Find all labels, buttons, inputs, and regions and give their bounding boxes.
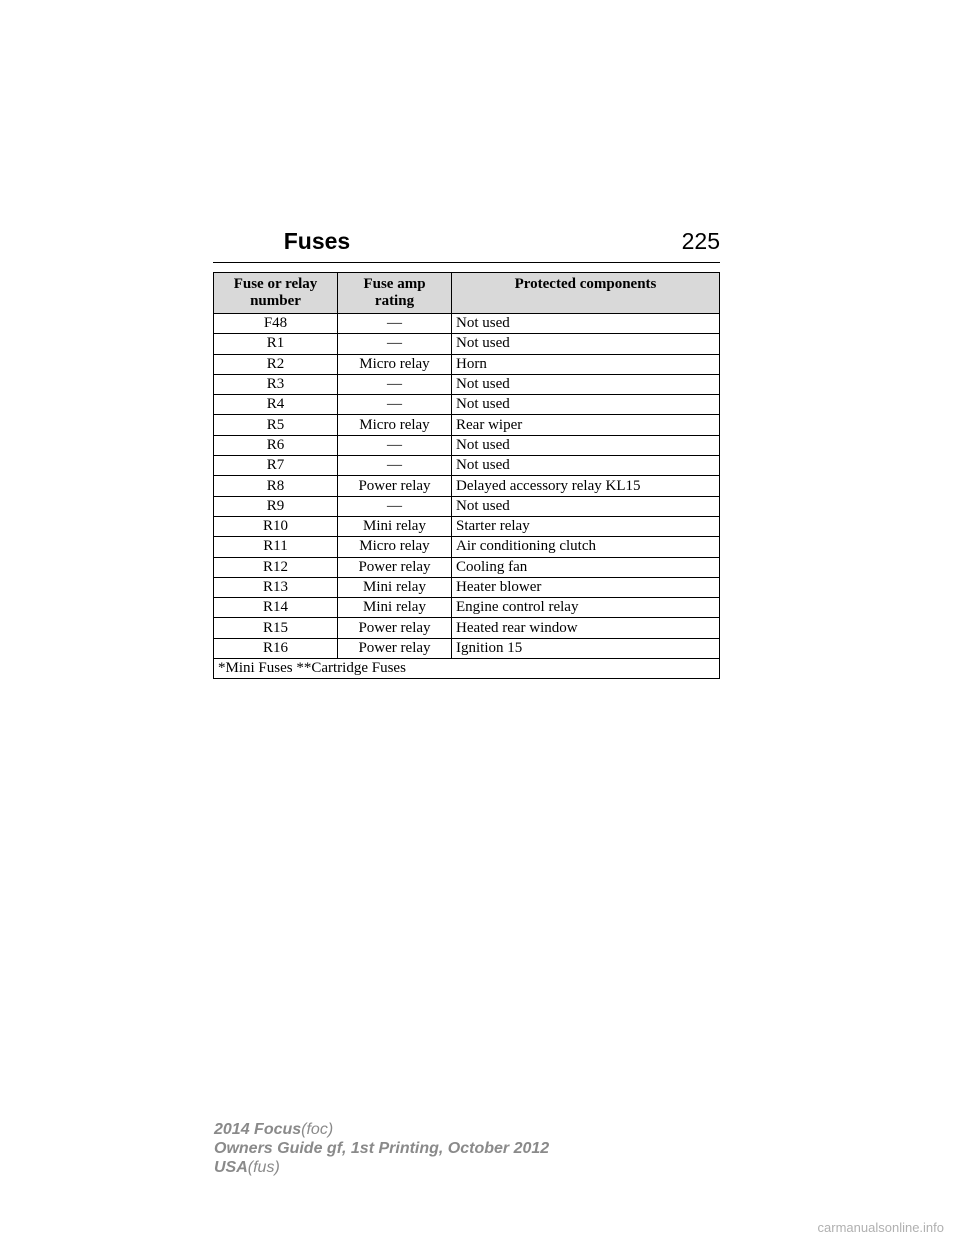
page-header xyxy=(213,228,720,263)
protected-component-cell: Not used xyxy=(452,496,720,516)
fuse-number-cell: F48 xyxy=(214,314,338,334)
table-row xyxy=(214,496,720,516)
table-row xyxy=(214,577,720,597)
amp-rating-cell: — xyxy=(338,496,452,516)
table-row xyxy=(214,415,720,435)
fuse-number-cell: R15 xyxy=(214,618,338,638)
table-row xyxy=(214,334,720,354)
fuse-number-cell: R12 xyxy=(214,557,338,577)
table-row xyxy=(214,374,720,394)
protected-component-cell: Air conditioning clutch xyxy=(452,537,720,557)
fuse-number-cell: R6 xyxy=(214,435,338,455)
table-footnote: *Mini Fuses **Cartridge Fuses xyxy=(214,659,720,679)
protected-component-cell: Delayed accessory relay KL15 xyxy=(452,476,720,496)
section-title: Fuses xyxy=(283,228,351,254)
fuse-relay-table xyxy=(213,272,720,679)
footer-market-code: (fus) xyxy=(247,1159,280,1176)
protected-component-cell: Heater blower xyxy=(452,577,720,597)
protected-component-cell: Ignition 15 xyxy=(452,638,720,658)
fuse-number-cell: R10 xyxy=(214,516,338,536)
amp-rating-cell: Power relay xyxy=(338,618,452,638)
amp-rating-cell: — xyxy=(338,395,452,415)
footer-line-model xyxy=(214,1120,549,1139)
fuse-number-cell: R9 xyxy=(214,496,338,516)
protected-component-cell: Not used xyxy=(452,435,720,455)
protected-component-cell: Not used xyxy=(452,374,720,394)
protected-component-cell: Not used xyxy=(452,314,720,334)
table-row xyxy=(214,618,720,638)
protected-component-cell: Rear wiper xyxy=(452,415,720,435)
amp-rating-cell: Micro relay xyxy=(338,354,452,374)
footer-market: USA xyxy=(214,1159,248,1176)
amp-rating-cell: Power relay xyxy=(338,557,452,577)
protected-component-cell: Heated rear window xyxy=(452,618,720,638)
fuse-number-cell: R2 xyxy=(214,354,338,374)
protected-component-cell: Cooling fan xyxy=(452,557,720,577)
table-footnote-row xyxy=(214,659,720,679)
column-header-amp-rating: Fuse amp rating xyxy=(338,273,452,314)
table-row xyxy=(214,435,720,455)
fuse-number-cell: R13 xyxy=(214,577,338,597)
protected-component-cell: Starter relay xyxy=(452,516,720,536)
table-row xyxy=(214,598,720,618)
page-number: 225 xyxy=(681,228,720,254)
fuse-number-cell: R14 xyxy=(214,598,338,618)
fuse-number-cell: R1 xyxy=(214,334,338,354)
fuse-number-cell: R7 xyxy=(214,456,338,476)
amp-rating-cell: — xyxy=(338,334,452,354)
fuse-number-cell: R11 xyxy=(214,537,338,557)
protected-component-cell: Horn xyxy=(452,354,720,374)
fuse-number-cell: R16 xyxy=(214,638,338,658)
footer-line-market xyxy=(214,1158,549,1177)
table-row xyxy=(214,456,720,476)
amp-rating-cell: — xyxy=(338,435,452,455)
table-row xyxy=(214,638,720,658)
table-body xyxy=(214,314,720,679)
amp-rating-cell: Micro relay xyxy=(338,537,452,557)
table-row xyxy=(214,314,720,334)
footer-model: 2014 Focus xyxy=(214,1121,302,1138)
protected-component-cell: Engine control relay xyxy=(452,598,720,618)
amp-rating-cell: — xyxy=(338,374,452,394)
footer-line-guide xyxy=(214,1139,549,1158)
amp-rating-cell: Mini relay xyxy=(338,598,452,618)
column-header-protected-components: Protected components xyxy=(452,273,720,314)
amp-rating-cell: Power relay xyxy=(338,476,452,496)
protected-component-cell: Not used xyxy=(452,456,720,476)
amp-rating-cell: Micro relay xyxy=(338,415,452,435)
table-header-row xyxy=(214,273,720,314)
protected-component-cell: Not used xyxy=(452,334,720,354)
fuse-number-cell: R8 xyxy=(214,476,338,496)
amp-rating-cell: Mini relay xyxy=(338,516,452,536)
table-row xyxy=(214,557,720,577)
amp-rating-cell: — xyxy=(338,314,452,334)
fuse-number-cell: R5 xyxy=(214,415,338,435)
fuse-number-cell: R3 xyxy=(214,374,338,394)
table-row xyxy=(214,395,720,415)
protected-component-cell: Not used xyxy=(452,395,720,415)
column-header-fuse-number: Fuse or relay number xyxy=(214,273,338,314)
table-row xyxy=(214,516,720,536)
amp-rating-cell: Mini relay xyxy=(338,577,452,597)
amp-rating-cell: — xyxy=(338,456,452,476)
footer-model-code: (foc) xyxy=(301,1121,334,1138)
table-row xyxy=(214,537,720,557)
footer-guide: Owners Guide gf, 1st Printing, October 2012 xyxy=(214,1140,550,1157)
watermark: carmanualsonline.info xyxy=(817,1220,944,1235)
table-row xyxy=(214,476,720,496)
table-row xyxy=(214,354,720,374)
document-footer xyxy=(214,1120,549,1177)
amp-rating-cell: Power relay xyxy=(338,638,452,658)
fuse-number-cell: R4 xyxy=(214,395,338,415)
